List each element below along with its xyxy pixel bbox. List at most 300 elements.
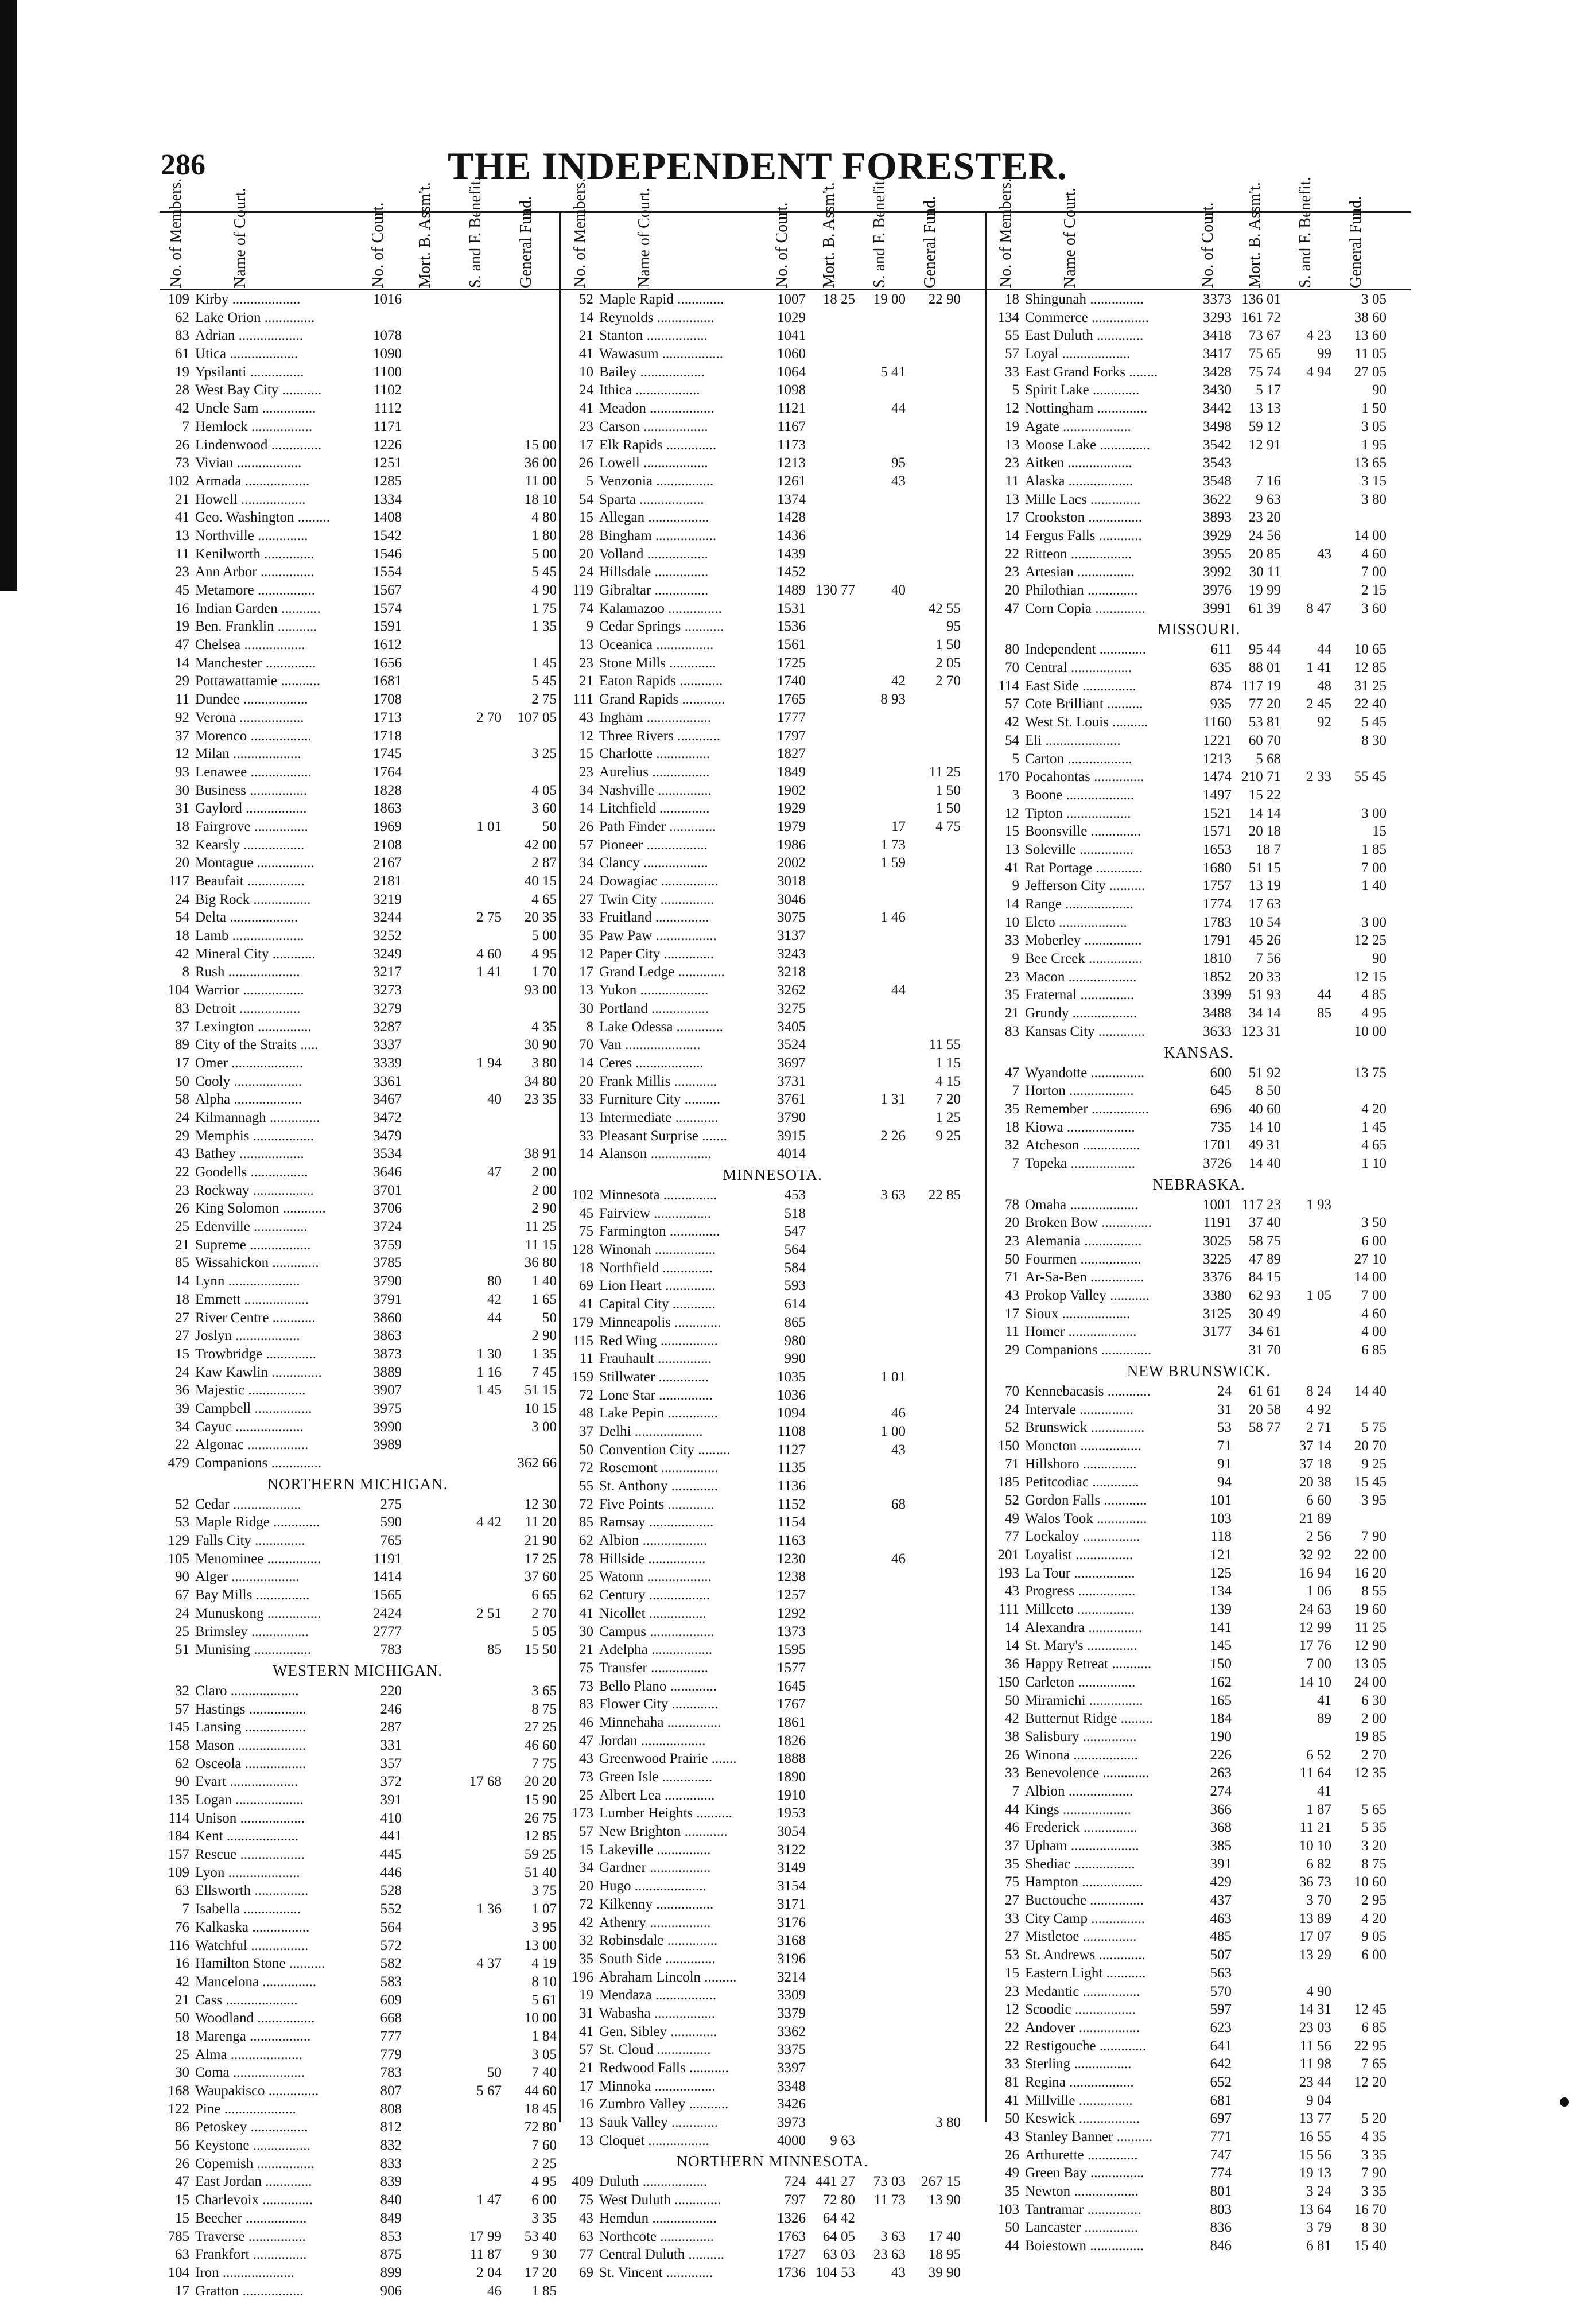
sick-funeral-benefit: 99 (1317, 346, 1331, 362)
general-fund: 19 60 (1354, 1602, 1387, 1618)
table-row (989, 1323, 1408, 1341)
court-name: Northcote ............... (599, 2228, 714, 2244)
table-row (160, 927, 556, 945)
table-row (160, 854, 556, 872)
members-count: 57 (579, 1824, 593, 1840)
table-row (989, 290, 1408, 309)
sick-funeral-benefit: 1 87 (1306, 1801, 1331, 1817)
court-number: 1373 (777, 1623, 806, 1639)
sick-funeral-benefit: 3 70 (1306, 1893, 1331, 1909)
members-count: 15 (175, 2210, 189, 2226)
members-count: 17 (175, 1055, 189, 1071)
court-name: Greenwood Prairie ....... (599, 1751, 737, 1767)
court-name: Joslyn .................. (195, 1328, 300, 1344)
court-number: 3309 (777, 1987, 806, 2003)
court-name: Central ................. (1025, 660, 1132, 676)
general-fund: 3 95 (531, 1919, 557, 1935)
members-count: 35 (1005, 2184, 1019, 2200)
table-row (160, 1991, 556, 2010)
court-name: St. Andrews ............. (1025, 1947, 1145, 1963)
members-count: 158 (168, 1737, 189, 1753)
court-number: 1414 (373, 1569, 402, 1585)
court-number: 3054 (777, 1824, 806, 1840)
court-name: Chelsea ................. (195, 637, 305, 653)
members-count: 134 (997, 309, 1019, 325)
section-heading: NORTHERN MINNESOTA. (676, 2153, 869, 2170)
sick-funeral-benefit: 3 63 (880, 1187, 906, 1203)
sick-funeral-benefit: 32 92 (1299, 1547, 1331, 1563)
general-fund: 4 75 (935, 818, 961, 834)
sick-funeral-benefit: 1 45 (476, 1382, 502, 1398)
members-count: 13 (175, 527, 189, 543)
general-fund: 13 00 (524, 1937, 557, 1953)
members-count: 32 (1005, 1137, 1019, 1153)
court-name: Alanson ................. (599, 1146, 712, 1162)
court-number: 564 (380, 1919, 402, 1935)
general-fund: 21 90 (524, 1533, 557, 1549)
general-fund: 12 20 (1354, 2074, 1387, 2090)
general-fund: 4 20 (1361, 1101, 1387, 1117)
members-count: 28 (175, 382, 189, 398)
court-number: 3262 (777, 982, 806, 999)
members-count: 128 (572, 1242, 593, 1258)
court-name: Memphis ................. (195, 1128, 314, 1144)
court-name: Osceola ................. (195, 1755, 306, 1771)
sick-funeral-benefit: 1 06 (1306, 1583, 1331, 1599)
court-number: 1727 (777, 2247, 806, 2263)
members-count: 41 (579, 1605, 593, 1621)
table-row (160, 472, 556, 491)
court-number: 1121 (777, 401, 806, 417)
table-row (160, 891, 556, 909)
court-number: 3168 (777, 1933, 806, 1949)
table-row (564, 1532, 981, 1550)
header-members: No. of Members. (167, 178, 185, 288)
court-number: 3731 (777, 1073, 806, 1089)
court-number: 3243 (777, 946, 806, 962)
court-number: 3171 (777, 1896, 806, 1912)
court-name: New Brighton ............ (599, 1824, 728, 1840)
court-number: 94 (1217, 1474, 1232, 1490)
mortuary-assessment: 5 17 (1256, 382, 1281, 398)
court-name: Arthurette .............. (1025, 2147, 1138, 2163)
table-row (564, 908, 981, 927)
table-row (989, 1746, 1408, 1765)
court-number: 980 (784, 1332, 806, 1349)
members-count: 43 (579, 2210, 593, 2226)
mortuary-assessment: 9 63 (830, 2132, 855, 2149)
members-count: 23 (579, 655, 593, 671)
court-name: Cass .................... (195, 1992, 298, 2008)
column-header-3 (989, 177, 1408, 290)
table-row (564, 818, 981, 836)
table-row (989, 2237, 1408, 2255)
court-number: 783 (380, 1642, 402, 1658)
court-number: 3217 (373, 964, 402, 980)
members-count: 42 (175, 946, 189, 962)
section-heading: NEW BRUNSWICK. (1127, 1362, 1271, 1380)
court-name: Red Wing ................ (599, 1332, 718, 1349)
general-fund: 9 25 (935, 1128, 961, 1144)
court-number: 3701 (373, 1182, 402, 1198)
members-count: 13 (579, 637, 593, 653)
court-name: Independent ............. (1025, 642, 1147, 658)
court-name: Carson .................. (599, 418, 708, 434)
court-number: 808 (380, 2101, 402, 2117)
general-fund: 13 60 (1354, 328, 1387, 344)
mortuary-assessment: 136 01 (1241, 292, 1281, 307)
court-name: Uncle Sam ............... (195, 401, 316, 417)
court-name: Lancaster ............... (1025, 2220, 1139, 2236)
table-row (989, 1801, 1408, 1819)
court-name: Warrior ................. (195, 982, 304, 999)
general-fund: 2 87 (531, 855, 557, 871)
members-count: 20 (1005, 582, 1019, 598)
members-count: 43 (1005, 2129, 1019, 2144)
court-name: Fairgrove ............... (195, 818, 308, 834)
court-number: 1969 (373, 818, 402, 834)
court-name: Ritteon ................. (1025, 546, 1132, 562)
court-name: Lake Pepin .............. (599, 1405, 718, 1421)
court-number: 1574 (373, 600, 402, 616)
general-fund: 3 75 (531, 1883, 557, 1899)
court-name: Shingunah ............... (1025, 292, 1144, 307)
general-fund: 12 25 (1354, 933, 1387, 949)
general-fund: 1 15 (935, 1055, 961, 1071)
court-number: 485 (1210, 1929, 1232, 1945)
table-row (564, 1677, 981, 1696)
court-name: Minnesota ............... (599, 1187, 717, 1203)
table-row (989, 1155, 1408, 1173)
court-number: 3915 (777, 1128, 806, 1144)
members-count: 54 (175, 910, 189, 926)
general-fund: 40 15 (524, 873, 557, 889)
table-row (989, 1637, 1408, 1655)
sick-funeral-benefit: 4 42 (476, 1514, 502, 1530)
court-name: Miramichi ............... (1025, 1692, 1143, 1708)
table-row (564, 1550, 981, 1568)
court-name: Companions .............. (1025, 1342, 1152, 1358)
court-number: 134 (1210, 1583, 1232, 1599)
members-count: 76 (175, 1919, 189, 1935)
sick-funeral-benefit: 13 29 (1299, 1947, 1331, 1963)
general-fund: 1 85 (1361, 841, 1387, 857)
sick-funeral-benefit: 17 99 (469, 2228, 502, 2244)
sick-funeral-benefit: 50 (487, 2065, 502, 2081)
members-count: 12 (1005, 805, 1019, 821)
court-number: 3149 (777, 1860, 806, 1876)
sick-funeral-benefit: 17 (891, 818, 906, 834)
table-row (160, 636, 556, 654)
table-row (160, 1127, 556, 1145)
court-name: Topeka .................. (1025, 1155, 1135, 1171)
court-number: 3018 (777, 873, 806, 889)
general-fund: 4 95 (1361, 1005, 1387, 1021)
table-row (989, 1401, 1408, 1419)
mortuary-assessment: 72 80 (822, 2192, 855, 2208)
members-count: 73 (579, 1678, 593, 1694)
members-count: 14 (1005, 1619, 1019, 1635)
mortuary-assessment: 20 58 (1248, 1401, 1281, 1417)
members-count: 129 (168, 1533, 189, 1549)
table-row (564, 1332, 981, 1350)
sick-funeral-benefit: 17 68 (469, 1774, 502, 1790)
sick-funeral-benefit: 43 (891, 1442, 906, 1458)
court-number: 3860 (373, 1310, 402, 1326)
court-name: Hemdun .................. (599, 2210, 717, 2226)
court-number: 1078 (373, 328, 402, 344)
members-count: 145 (168, 1719, 189, 1735)
members-count: 30 (175, 782, 189, 798)
court-name: St. Anthony ............. (599, 1478, 718, 1494)
members-count: 12 (1005, 2002, 1019, 2018)
general-fund: 13 75 (1354, 1064, 1387, 1081)
court-name: Spirit Lake ............. (1025, 382, 1140, 398)
members-count: 73 (175, 455, 189, 471)
court-name: Alemania ................ (1025, 1233, 1142, 1249)
mortuary-assessment: 77 20 (1248, 696, 1281, 712)
general-fund: 19 85 (1354, 1728, 1387, 1745)
table-row (564, 436, 981, 454)
court-name: Frederick ............... (1025, 1820, 1137, 1836)
mortuary-assessment: 31 70 (1248, 1342, 1281, 1358)
table-row (989, 454, 1408, 472)
court-name: Benevolence ............. (1025, 1765, 1150, 1781)
court-number: 507 (1210, 1947, 1232, 1963)
members-count: 70 (1005, 1383, 1019, 1399)
sick-funeral-benefit: 48 (1317, 678, 1331, 694)
table-row (564, 1750, 981, 1768)
court-name: Crookston ............... (1025, 510, 1143, 526)
members-count: 52 (579, 292, 593, 307)
members-count: 54 (1005, 732, 1019, 748)
table-row (160, 963, 556, 981)
mortuary-assessment: 441 27 (816, 2174, 855, 2190)
general-fund: 17 20 (524, 2264, 557, 2280)
court-number: 1863 (373, 801, 402, 817)
court-number: 3706 (373, 1200, 402, 1217)
table-row (564, 636, 981, 654)
court-name: Rockway ................. (195, 1182, 314, 1198)
sick-funeral-benefit: 11 98 (1299, 2056, 1331, 2072)
court-name: Ramsay .................. (599, 1514, 714, 1530)
sick-funeral-benefit: 1 01 (476, 818, 502, 834)
court-number: 3279 (373, 1000, 402, 1016)
members-count: 20 (175, 855, 189, 871)
members-count: 24 (175, 1364, 189, 1380)
general-fund: 6 85 (1361, 1342, 1387, 1358)
court-number: 803 (1210, 2201, 1232, 2217)
court-number: 1725 (777, 655, 806, 671)
table-row (989, 659, 1408, 677)
sick-funeral-benefit: 1 59 (880, 855, 906, 871)
court-name: Delhi ................... (599, 1423, 703, 1439)
general-fund: 9 25 (1361, 1456, 1387, 1472)
general-fund: 7 45 (531, 1364, 557, 1380)
members-count: 48 (579, 1405, 593, 1421)
members-count: 9 (1012, 878, 1019, 894)
header-general: General Fund. (1347, 196, 1365, 288)
court-number: 3973 (777, 2115, 806, 2131)
table-row (160, 2191, 556, 2209)
court-name: Traverse ................ (195, 2228, 306, 2244)
court-name: Bathey .................. (195, 1146, 304, 1162)
members-count: 12 (579, 728, 593, 744)
court-name: Furniture City .......... (599, 1091, 721, 1108)
table-row (989, 859, 1408, 877)
court-number: 747 (1210, 2147, 1232, 2163)
members-count: 17 (579, 437, 593, 453)
members-count: 29 (1005, 1342, 1019, 1358)
table-row (989, 1837, 1408, 1855)
table-row (564, 472, 981, 491)
table-row (160, 782, 556, 800)
court-number: 1828 (373, 782, 402, 798)
members-count: 26 (1005, 1747, 1019, 1763)
sick-funeral-benefit: 1 30 (476, 1346, 502, 1362)
members-count: 24 (579, 873, 593, 889)
court-name: Litchfield .............. (599, 801, 710, 817)
members-count: 25 (579, 1569, 593, 1585)
general-fund: 20 20 (524, 1774, 557, 1790)
court-name: Pioneer ................. (599, 837, 708, 853)
members-count: 168 (168, 2083, 189, 2099)
court-name: Rescue .................. (195, 1847, 305, 1863)
general-fund: 53 40 (524, 2228, 557, 2244)
court-number: 641 (1210, 2038, 1232, 2054)
sick-funeral-benefit: 14 31 (1299, 2002, 1331, 2018)
court-name: Lake Orion .............. (195, 309, 315, 325)
header-sf: S. and F. Benefit. (871, 177, 888, 288)
header-general: General Fund. (517, 196, 535, 288)
court-number: 681 (1210, 2092, 1232, 2108)
mortuary-assessment: 47 89 (1248, 1251, 1281, 1267)
court-name: Delta ................... (195, 910, 298, 926)
sick-funeral-benefit: 1 36 (476, 1901, 502, 1917)
members-count: 150 (997, 1674, 1019, 1690)
members-count: 409 (572, 2174, 593, 2190)
sick-funeral-benefit: 14 10 (1299, 1674, 1331, 1690)
sick-funeral-benefit: 43 (891, 2264, 906, 2280)
general-fund: 2 00 (1361, 1711, 1387, 1727)
court-name: Medantic ................ (1025, 1983, 1140, 1999)
table-row (564, 1259, 981, 1277)
members-count: 26 (579, 455, 593, 471)
court-name: Pleasant Surprise ....... (599, 1128, 727, 1144)
court-name: Five Points ............. (599, 1496, 714, 1512)
table-row (989, 1118, 1408, 1137)
table-row (564, 2264, 981, 2282)
court-number: 1213 (1203, 751, 1232, 767)
members-count: 109 (168, 292, 189, 307)
court-number: 3244 (373, 910, 402, 926)
table-row (160, 1454, 556, 1473)
members-count: 41 (579, 346, 593, 362)
court-name: Alaska .................. (1025, 473, 1133, 489)
court-name: Mendaza ................. (599, 1987, 717, 2003)
court-name: Fruitland ............... (599, 910, 709, 926)
court-name: Fraternal ............... (1025, 987, 1135, 1003)
general-fund: 12 90 (1354, 1638, 1387, 1654)
table-row (989, 786, 1408, 805)
court-name: Geo. Washington ......... (195, 510, 331, 526)
court-name: River Centre ............ (195, 1310, 316, 1326)
table-row (160, 690, 556, 709)
court-name: Mancelona ............... (195, 1973, 317, 1990)
general-fund: 22 90 (928, 292, 961, 307)
members-count: 62 (579, 1533, 593, 1549)
court-name: Corn Copia .............. (1025, 600, 1145, 616)
table-row (989, 418, 1408, 436)
table-row (564, 563, 981, 581)
general-fund: 90 (1372, 382, 1387, 398)
page-number: 286 (161, 149, 205, 181)
court-number: 1191 (373, 1551, 402, 1567)
members-count: 5 (1012, 382, 1019, 398)
court-name: Nottingham .............. (1025, 401, 1148, 417)
court-name: Grand Rapids ............ (599, 691, 725, 708)
court-name: East Side ............... (1025, 678, 1136, 694)
court-number: 453 (784, 1187, 806, 1203)
court-name: Transfer ................ (599, 1660, 709, 1676)
sick-funeral-benefit: 23 03 (1299, 2019, 1331, 2035)
table-row (564, 2245, 981, 2264)
court-name: Eaton Rapids ............ (599, 673, 723, 689)
court-number: 3361 (373, 1073, 402, 1089)
table-column-3 (989, 290, 1408, 2255)
table-row (160, 1054, 556, 1073)
court-name: Nashville ............... (599, 782, 712, 798)
general-fund: 1 85 (531, 2283, 557, 2299)
section-heading: NEBRASKA. (1152, 1175, 1245, 1193)
table-row (989, 1250, 1408, 1269)
mortuary-assessment: 20 33 (1248, 969, 1281, 985)
sick-funeral-benefit: 85 (1317, 1005, 1331, 1021)
table-row (564, 690, 981, 709)
general-fund: 31 25 (1354, 678, 1387, 694)
sick-funeral-benefit: 46 (891, 1405, 906, 1421)
general-fund: 7 65 (1361, 2056, 1387, 2072)
table-row (160, 1864, 556, 1882)
court-number: 3337 (373, 1037, 402, 1053)
sick-funeral-benefit: 4 92 (1306, 1401, 1331, 1417)
members-count: 34 (579, 1860, 593, 1876)
table-row (564, 963, 981, 981)
general-fund: 3 00 (1361, 805, 1387, 821)
court-number: 3287 (373, 1019, 402, 1035)
court-number: 1452 (777, 564, 806, 580)
mortuary-assessment: 104 53 (816, 2264, 855, 2280)
sick-funeral-benefit: 17 07 (1299, 1929, 1331, 1945)
general-fund: 3 25 (531, 746, 557, 762)
court-number: 874 (1210, 678, 1232, 694)
members-count: 43 (175, 1146, 189, 1162)
general-fund: 42 00 (524, 837, 557, 853)
members-count: 24 (175, 1109, 189, 1125)
table-row (989, 1564, 1408, 1583)
general-fund: 6 30 (1361, 1692, 1387, 1708)
general-fund: 37 60 (524, 1569, 557, 1585)
court-name: Morenco ................. (195, 728, 312, 744)
court-name: Brimsley ................ (195, 1623, 309, 1639)
members-count: 34 (579, 782, 593, 798)
general-fund: 4 15 (935, 1073, 961, 1089)
court-name: Athenry ................. (599, 1914, 711, 1930)
table-row (564, 1459, 981, 1477)
general-fund: 5 75 (1361, 1420, 1387, 1436)
court-name: Metamore ................ (195, 582, 315, 598)
general-fund: 10 00 (524, 2010, 557, 2026)
